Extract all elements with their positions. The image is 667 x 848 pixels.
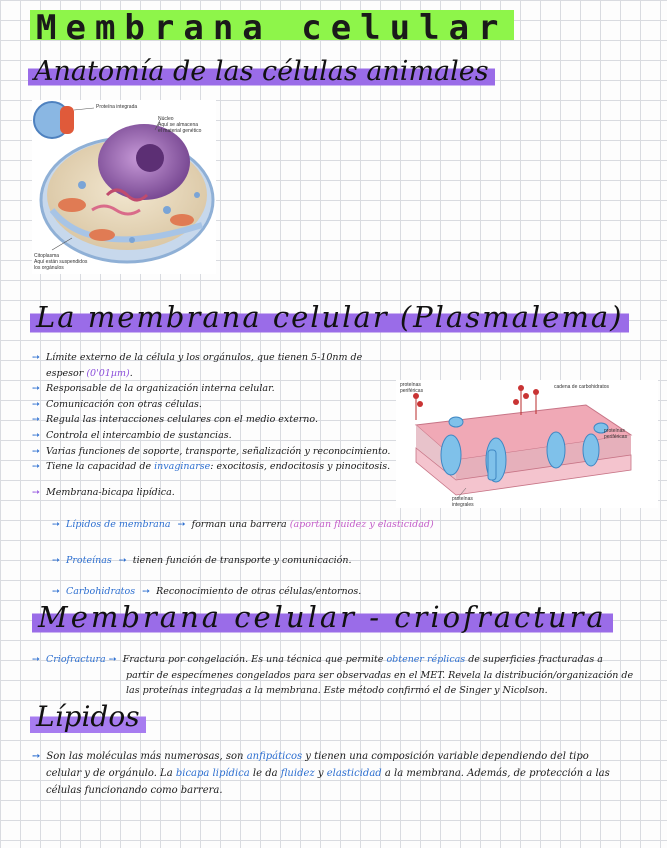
arrow-icon: ➙ bbox=[32, 487, 40, 498]
list-item: ➙ Controla el intercambio de sustancias. bbox=[32, 428, 392, 444]
list-item: ➙ Regula las interacciones celulares con el medio externo. bbox=[32, 412, 392, 428]
bilayer-item-carbs: ➙ Carbohidratos ➙ Reconocimiento de otras células/entornos. bbox=[52, 586, 362, 597]
bilayer-item-lipids: ➙ Lípidos de membrana ➙ forman una barrera (aportan fluidez y elasticidad) bbox=[52, 519, 434, 530]
membrane-heading: La membrana celular (Plasmalema) bbox=[30, 300, 629, 334]
list-item: ➙ Varias funciones de soporte, transporte, señalización y reconocimiento. bbox=[32, 444, 392, 460]
arrow-icon: ➙ bbox=[52, 586, 60, 597]
membrane-bilayer-diagram bbox=[396, 380, 658, 508]
arrow-icon: ➙ bbox=[32, 461, 40, 473]
membrane-illustration bbox=[396, 380, 658, 508]
cell-illustration bbox=[32, 100, 216, 274]
arrow-icon: ➙ bbox=[32, 414, 40, 426]
arrow-icon: ➙ bbox=[32, 429, 40, 441]
list-item: ➙ Responsable de la organización interna celular. bbox=[32, 381, 392, 397]
arrow-icon: ➙ bbox=[108, 654, 117, 665]
bilayer-label-row: ➙ Membrana-bicapa lipídica. bbox=[32, 485, 175, 501]
cytoplasm-label: Citoplasma Aquí están suspendidos los orgánulos bbox=[34, 253, 88, 271]
arrow-icon: ➙ bbox=[32, 445, 40, 457]
arrow-icon: ➙ bbox=[32, 352, 40, 363]
arrow-icon: ➙ bbox=[32, 654, 40, 665]
bilayer-item-proteins: ➙ Proteínas ➙ tienen función de transporte y comunicación. bbox=[52, 555, 352, 566]
list-item: ➙ Comunicación con otras células. bbox=[32, 397, 392, 413]
peripheral-proteins-right-label: proteínas periféricas bbox=[604, 428, 628, 440]
carbohydrate-chain-label: cadena de carbohidratos bbox=[554, 384, 610, 390]
arrow-icon: ➙ bbox=[52, 555, 60, 566]
arrow-icon: ➙ bbox=[177, 519, 186, 530]
arrow-icon: ➙ bbox=[32, 383, 40, 395]
lipids-heading: Lípidos bbox=[30, 700, 146, 733]
membrane-bullet-list bbox=[32, 350, 392, 475]
list-item: ➙ Límite externo de la célula y los orgánulos, que tienen 5-10nm de espesor (0'01µm). bbox=[32, 352, 363, 379]
arrow-icon: ➙ bbox=[142, 586, 151, 597]
cryofracture-text: ➙ Criofractura ➙ Fractura por congelación. Es una técnica que permite obtener réplicas de superficies fracturadas a partir de especímenes congelados para ser observadas en el MET. Revela la distribución/organización de las proteínas integradas a la membrana. Este método confirmó el de Singer y Nicolson. bbox=[32, 654, 634, 697]
page-subtitle: Anatomía de las células animales bbox=[28, 56, 495, 87]
page-title: Membrana celular bbox=[30, 8, 514, 48]
cryofracture-heading: Membrana celular - criofractura bbox=[32, 600, 613, 634]
list-item: ➙ Tiene la capacidad de invaginarse: exocitosis, endocitosis y pinocitosis. bbox=[32, 459, 392, 475]
integrated-protein-label: Proteína integrada bbox=[96, 104, 138, 110]
arrow-icon: ➙ bbox=[32, 398, 40, 410]
arrow-icon: ➙ bbox=[32, 751, 41, 762]
arrow-icon: ➙ bbox=[52, 519, 60, 530]
lipids-text: ➙ Son las moléculas más numerosas, son anfipáticos y tienen una composición variable dependiendo del tipo celular y de orgánulo. La bicapa lipídica le da fluidez y elasticidad a la membrana. Además, de protección a las células funcionando como barrera. bbox=[32, 748, 652, 799]
integral-proteins-label: proteínas integrales bbox=[452, 496, 474, 508]
arrow-icon: ➙ bbox=[118, 555, 127, 566]
peripheral-proteins-left-label: proteínas periféricas bbox=[400, 382, 424, 394]
nucleus-label: Núcleo Aquí se almacena el material genético bbox=[158, 116, 202, 134]
